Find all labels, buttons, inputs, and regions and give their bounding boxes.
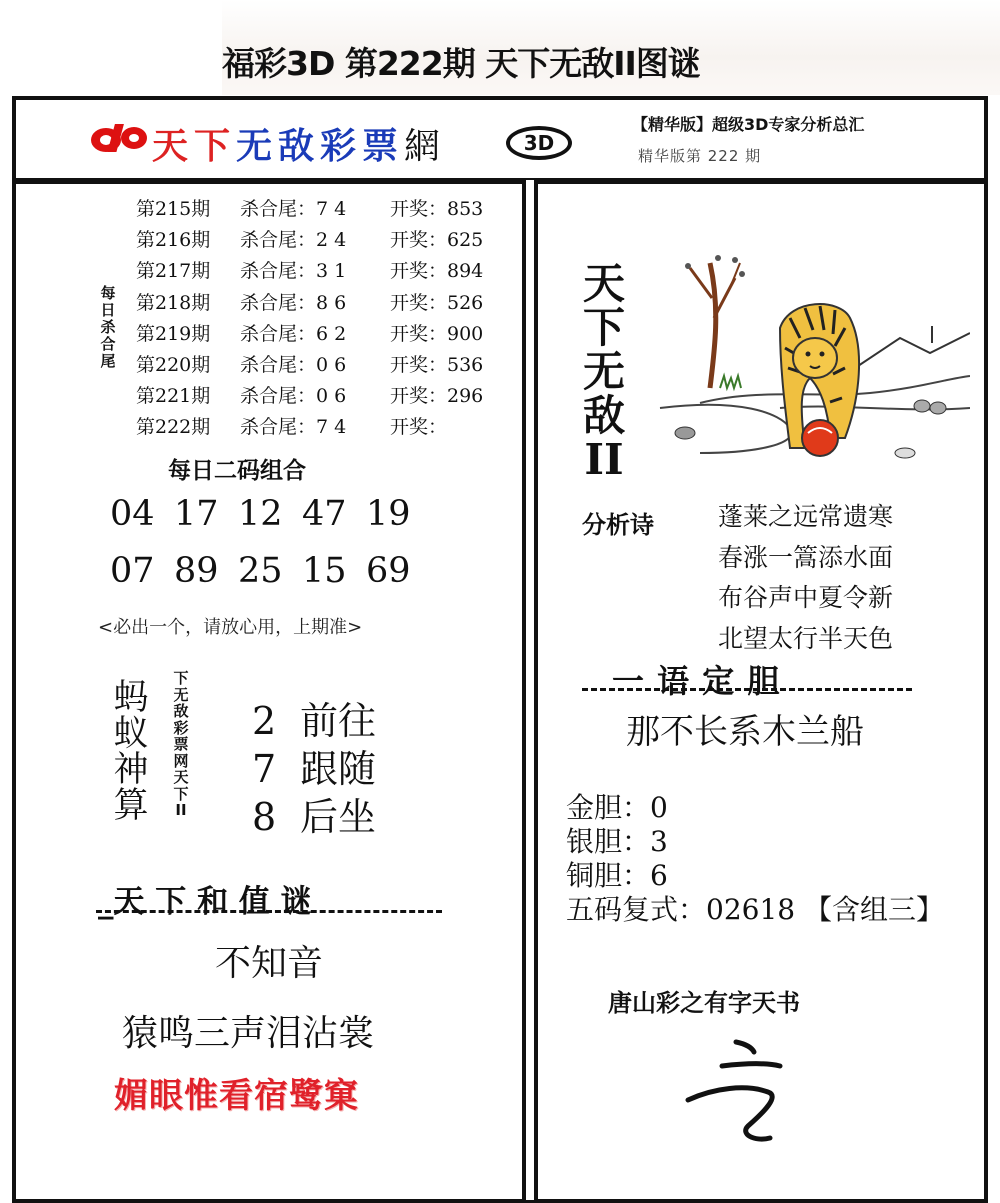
poem-line: 北望太行半天色 [718,623,894,653]
kill-draw: 开奖：296 [390,385,484,408]
kill-period: 第221期 [136,385,211,408]
kill-period: 第215期 [136,198,211,220]
yiyu-text: 那不长系木兰船 [626,712,864,752]
logo-3d-badge: 3D [506,126,572,160]
kill-tail: 杀合尾：2 4 [240,229,347,252]
kill-list [136,194,483,444]
kill-draw: 开奖：526 [390,291,484,314]
logo-text-2: 无敌彩票 [236,125,405,167]
combo-number: 07 [110,551,155,591]
kill-period: 第216期 [136,229,211,252]
five-code: 五码复式：02618 【含组三】 [566,893,944,926]
kill-tail: 杀合尾：7 4 [240,416,347,439]
kill-row [136,412,483,443]
kill-period: 第218期 [136,291,211,314]
hezhi-title: _天 下 和 值 谜 [98,884,312,920]
kill-row [136,256,483,287]
handwritten-glyph-image [684,1030,804,1160]
combo-number: 04 [110,494,155,534]
combo-row-1 [110,494,430,534]
ant-number: 7 [252,747,277,791]
combo-note: <必出一个，请放心用，上期准> [98,617,363,638]
lottery-logo-icon [88,120,150,156]
kill-period: 第217期 [136,260,211,283]
bronze-dan: 铜胆：6 [566,859,668,892]
yiyu-title: 一 语 定 胆 [612,662,781,700]
combo-number: 17 [174,494,219,534]
poem-label: 分析诗 [582,511,654,539]
hezhi-line-1: 不知音 [215,943,324,984]
combo-number: 47 [302,494,347,534]
combo-row-2 [110,551,430,591]
kill-row [136,288,483,319]
yiyu-rule [582,688,912,691]
header-subtitle: 【精华版】超级3D专家分析总汇 [632,115,865,134]
kill-row [136,350,483,381]
tiger-illustration [640,238,970,488]
ant-lines [252,690,377,839]
combo-number: 69 [366,551,411,591]
kill-draw: 开奖： [390,416,448,439]
dan-list [566,786,944,926]
kill-tail: 杀合尾：3 1 [240,260,347,283]
kill-row [136,194,483,225]
ant-side-label: 下无敌彩票网天下II [173,669,189,819]
combo-number: 89 [174,551,219,591]
kill-draw: 开奖：894 [390,260,484,283]
site-logo-text [152,118,446,169]
combo-number: 15 [302,551,347,591]
poem-line: 蓬莱之远常遗寒 [718,502,894,531]
kill-period: 第220期 [136,353,211,376]
ant-text: 前往 [300,699,377,743]
kill-row [136,319,483,350]
kill-period: 第222期 [136,416,211,439]
ant-line [252,738,377,791]
header-divider [12,178,988,184]
hezhi-rule [96,910,442,913]
page-title: 福彩3D 第222期 天下无敌II图谜 [222,44,700,83]
book-title: 唐山彩之有字天书 [608,989,800,1017]
ant-text: 跟随 [300,747,377,791]
analysis-poem [718,497,893,659]
logo-text-1: 天下 [152,125,237,167]
hezhi-line-3: 媚眼惟看宿鹭窠 [114,1076,359,1116]
kill-draw: 开奖：536 [390,353,484,376]
combo-number: 12 [238,494,283,534]
ant-label: 蚂蚁神算 [113,678,149,826]
kill-tail: 杀合尾：7 4 [240,198,347,220]
kill-draw: 开奖：853 [390,198,484,220]
kill-tail: 杀合尾：0 6 [240,385,347,408]
ant-text: 后坐 [300,795,377,839]
ant-number: 2 [252,699,277,743]
gold-dan: 金胆：0 [566,791,668,824]
kill-draw: 开奖：900 [390,322,484,345]
ant-line [252,786,377,839]
kill-row [136,381,483,412]
kill-tail: 杀合尾：8 6 [240,291,347,314]
hezhi-line-2: 猿鸣三声泪沾裳 [122,1013,375,1054]
combo-number: 19 [366,494,411,534]
header-issue: 精华版第 222 期 [638,147,762,165]
logo-text-3: 網 [404,126,447,167]
kill-tail: 杀合尾：0 6 [240,353,347,376]
kill-row [136,225,483,256]
kill-draw: 开奖：625 [390,229,484,252]
combo-title: 每日二码组合 [168,458,306,484]
ant-line [252,690,377,743]
silver-dan: 银胆：3 [566,825,668,858]
kill-period: 第219期 [136,322,211,345]
vertical-title: 天下无敌II [582,259,625,484]
combo-number: 25 [238,551,283,591]
column-divider [522,180,538,1200]
kill-side-label: 每日杀合尾 [100,284,116,370]
poem-line: 春涨一篙添水面 [718,542,894,572]
kill-tail: 杀合尾：6 2 [240,322,347,345]
ant-number: 8 [252,795,277,839]
poem-line: 布谷声中夏令新 [718,583,894,612]
